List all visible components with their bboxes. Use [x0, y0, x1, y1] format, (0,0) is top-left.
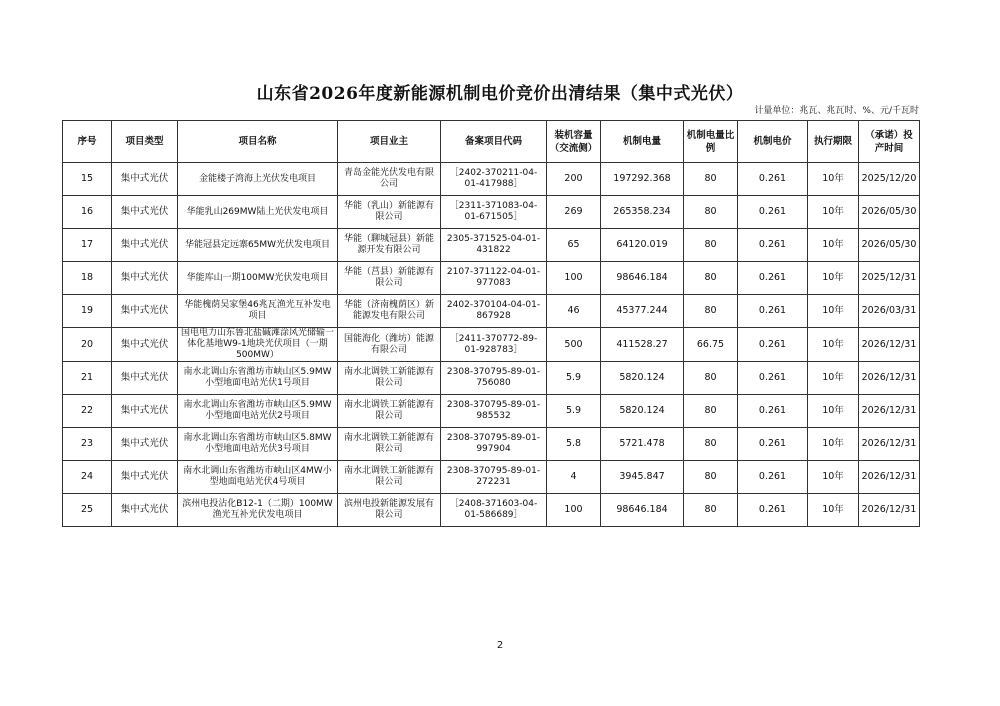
cell-project-code: ［2408-371603-04-01-586689］ [441, 494, 547, 527]
cell-seq: 22 [63, 395, 112, 428]
table-row [63, 395, 920, 428]
cell-type: 集中式光伏 [112, 395, 178, 428]
cell-operation-date: 2026/05/30 [859, 196, 920, 229]
cell-capacity: 5.9 [547, 362, 601, 395]
cell-mech-ratio: 80 [684, 229, 738, 262]
cell-seq: 18 [63, 262, 112, 295]
cell-capacity: 200 [547, 163, 601, 196]
cell-owner: 国能海化（潍坊）能源有限公司 [338, 328, 441, 362]
cell-operation-date: 2026/12/31 [859, 494, 920, 527]
cell-type: 集中式光伏 [112, 295, 178, 328]
cell-term: 10年 [808, 196, 859, 229]
cell-capacity: 46 [547, 295, 601, 328]
cell-mech-energy: 5721.478 [601, 428, 684, 461]
cell-operation-date: 2026/12/31 [859, 461, 920, 494]
cell-operation-date: 2025/12/31 [859, 262, 920, 295]
cell-type: 集中式光伏 [112, 262, 178, 295]
cell-mech-price: 0.261 [738, 461, 808, 494]
cell-mech-energy: 265358.234 [601, 196, 684, 229]
cell-type: 集中式光伏 [112, 328, 178, 362]
header-cell: 项目名称 [178, 121, 338, 163]
cell-capacity: 100 [547, 262, 601, 295]
cell-mech-ratio: 80 [684, 295, 738, 328]
header-cell: 机制电量 [601, 121, 684, 163]
cell-project-name: 华能库山一期100MW光伏发电项目 [178, 262, 338, 295]
cell-project-code: ［2311-371083-04-01-671505］ [441, 196, 547, 229]
cell-mech-ratio: 80 [684, 494, 738, 527]
cell-mech-ratio: 80 [684, 262, 738, 295]
cell-type: 集中式光伏 [112, 461, 178, 494]
cell-owner: 南水北调铁工新能源有限公司 [338, 428, 441, 461]
table-row [63, 262, 920, 295]
cell-owner: 南水北调铁工新能源有限公司 [338, 395, 441, 428]
header-cell: 机制电量比例 [684, 121, 738, 163]
cell-capacity: 500 [547, 328, 601, 362]
cell-project-name: 华能槐荫吴家堡46兆瓦渔光互补发电项目 [178, 295, 338, 328]
cell-project-name: 滨州电投沾化B12-1（二期）100MW渔光互补光伏发电项目 [178, 494, 338, 527]
cell-seq: 17 [63, 229, 112, 262]
cell-operation-date: 2026/05/30 [859, 229, 920, 262]
cell-type: 集中式光伏 [112, 362, 178, 395]
unit-note: 计量单位：兆瓦、兆瓦时、%、元/千瓦时 [754, 106, 919, 116]
cell-mech-energy: 5820.124 [601, 395, 684, 428]
cell-mech-energy: 3945.847 [601, 461, 684, 494]
cell-capacity: 100 [547, 494, 601, 527]
cell-mech-price: 0.261 [738, 229, 808, 262]
cell-mech-ratio: 80 [684, 163, 738, 196]
cell-term: 10年 [808, 494, 859, 527]
cell-type: 集中式光伏 [112, 428, 178, 461]
cell-operation-date: 2026/03/31 [859, 295, 920, 328]
table-row [63, 362, 920, 395]
cell-seq: 19 [63, 295, 112, 328]
cell-term: 10年 [808, 328, 859, 362]
cell-mech-price: 0.261 [738, 362, 808, 395]
cell-mech-ratio: 80 [684, 461, 738, 494]
cell-project-name: 南水北调山东省潍坊市峡山区5.9MW小型地面电站光伏2号项目 [178, 395, 338, 428]
cell-mech-ratio: 80 [684, 362, 738, 395]
cell-mech-ratio: 80 [684, 395, 738, 428]
cell-project-name: 南水北调山东省潍坊市峡山区5.8MW小型地面电站光伏3号项目 [178, 428, 338, 461]
cell-owner: 南水北调铁工新能源有限公司 [338, 461, 441, 494]
cell-term: 10年 [808, 395, 859, 428]
table-row [63, 328, 920, 362]
cell-operation-date: 2026/12/31 [859, 362, 920, 395]
cell-project-code: 2308-370795-89-01-985532 [441, 395, 547, 428]
table-row [63, 461, 920, 494]
cell-mech-ratio: 80 [684, 196, 738, 229]
cell-mech-energy: 98646.184 [601, 494, 684, 527]
cell-capacity: 65 [547, 229, 601, 262]
cell-mech-energy: 411528.27 [601, 328, 684, 362]
cell-mech-price: 0.261 [738, 295, 808, 328]
cell-mech-energy: 98646.184 [601, 262, 684, 295]
header-cell: 项目业主 [338, 121, 441, 163]
header-cell: 装机容量（交流侧） [547, 121, 601, 163]
cell-operation-date: 2026/12/31 [859, 395, 920, 428]
cell-project-code: 2308-370795-89-01-997904 [441, 428, 547, 461]
cell-seq: 24 [63, 461, 112, 494]
cell-owner: 华能（乳山）新能源有限公司 [338, 196, 441, 229]
cell-type: 集中式光伏 [112, 229, 178, 262]
cell-mech-energy: 5820.124 [601, 362, 684, 395]
cell-operation-date: 2026/12/31 [859, 428, 920, 461]
cell-seq: 20 [63, 328, 112, 362]
cell-mech-price: 0.261 [738, 262, 808, 295]
cell-mech-price: 0.261 [738, 163, 808, 196]
cell-mech-price: 0.261 [738, 395, 808, 428]
cell-project-name: 南水北调山东省潍坊市峡山区4MW小型地面电站光伏4号项目 [178, 461, 338, 494]
cell-mech-energy: 45377.244 [601, 295, 684, 328]
cell-seq: 15 [63, 163, 112, 196]
cell-mech-energy: 197292.368 [601, 163, 684, 196]
cell-owner: 南水北调铁工新能源有限公司 [338, 362, 441, 395]
cell-owner: 华能（莒县）新能源有限公司 [338, 262, 441, 295]
cell-project-name: 金能楼子湾海上光伏发电项目 [178, 163, 338, 196]
cell-term: 10年 [808, 262, 859, 295]
cell-mech-price: 0.261 [738, 428, 808, 461]
cell-operation-date: 2026/12/31 [859, 328, 920, 362]
document-title: 山东省2026年度新能源机制电价竞价出清结果（集中式光伏） [256, 84, 744, 104]
table-row [63, 428, 920, 461]
cell-owner: 华能（聊城冠县）新能源开发有限公司 [338, 229, 441, 262]
cell-project-name: 南水北调山东省潍坊市峡山区5.9MW小型地面电站光伏1号项目 [178, 362, 338, 395]
table-row [63, 494, 920, 527]
cell-project-code: 2402-370104-04-01-867928 [441, 295, 547, 328]
cell-owner: 华能（济南槐荫区）新能源发电有限公司 [338, 295, 441, 328]
table-row [63, 196, 920, 229]
cell-term: 10年 [808, 163, 859, 196]
cell-term: 10年 [808, 461, 859, 494]
cell-capacity: 5.9 [547, 395, 601, 428]
cell-term: 10年 [808, 428, 859, 461]
table-row [63, 163, 920, 196]
cell-type: 集中式光伏 [112, 494, 178, 527]
cell-project-code: 2308-370795-89-01-272231 [441, 461, 547, 494]
cell-capacity: 5.8 [547, 428, 601, 461]
header-cell: 机制电价 [738, 121, 808, 163]
table-row [63, 229, 920, 262]
cell-mech-ratio: 80 [684, 428, 738, 461]
cell-capacity: 4 [547, 461, 601, 494]
header-cell: 序号 [63, 121, 112, 163]
cell-mech-price: 0.261 [738, 196, 808, 229]
table-header-row [63, 121, 920, 163]
cell-mech-ratio: 66.75 [684, 328, 738, 362]
cell-project-name: 国电电力山东鲁北盐碱滩涂风光储输一体化基地W9-1地块光伏项目（一期500MW） [178, 328, 338, 362]
cell-project-code: 2308-370795-89-01-756080 [441, 362, 547, 395]
cell-term: 10年 [808, 362, 859, 395]
header-cell: 项目类型 [112, 121, 178, 163]
cell-operation-date: 2025/12/20 [859, 163, 920, 196]
cell-project-code: ［2402-370211-04-01-417988］ [441, 163, 547, 196]
table-row [63, 295, 920, 328]
cell-seq: 25 [63, 494, 112, 527]
cell-project-name: 华能冠县定远寨65MW光伏发电项目 [178, 229, 338, 262]
cell-seq: 23 [63, 428, 112, 461]
cell-owner: 青岛金能光伏发电有限公司 [338, 163, 441, 196]
page-number: 2 [496, 640, 504, 651]
cell-seq: 16 [63, 196, 112, 229]
header-cell: 执行期限 [808, 121, 859, 163]
cell-capacity: 269 [547, 196, 601, 229]
cell-project-code: 2107-371122-04-01-977083 [441, 262, 547, 295]
cell-owner: 滨州电投新能源发展有限公司 [338, 494, 441, 527]
cell-type: 集中式光伏 [112, 163, 178, 196]
cell-type: 集中式光伏 [112, 196, 178, 229]
cell-project-name: 华能乳山269MW陆上光伏发电项目 [178, 196, 338, 229]
cell-project-code: ［2411-370772-89-01-928783］ [441, 328, 547, 362]
cell-mech-price: 0.261 [738, 494, 808, 527]
results-table [62, 120, 920, 527]
header-cell: （承诺）投产时间 [859, 121, 920, 163]
cell-term: 10年 [808, 229, 859, 262]
header-cell: 备案项目代码 [441, 121, 547, 163]
cell-term: 10年 [808, 295, 859, 328]
cell-project-code: 2305-371525-04-01-431822 [441, 229, 547, 262]
cell-mech-energy: 64120.019 [601, 229, 684, 262]
cell-seq: 21 [63, 362, 112, 395]
cell-mech-price: 0.261 [738, 328, 808, 362]
